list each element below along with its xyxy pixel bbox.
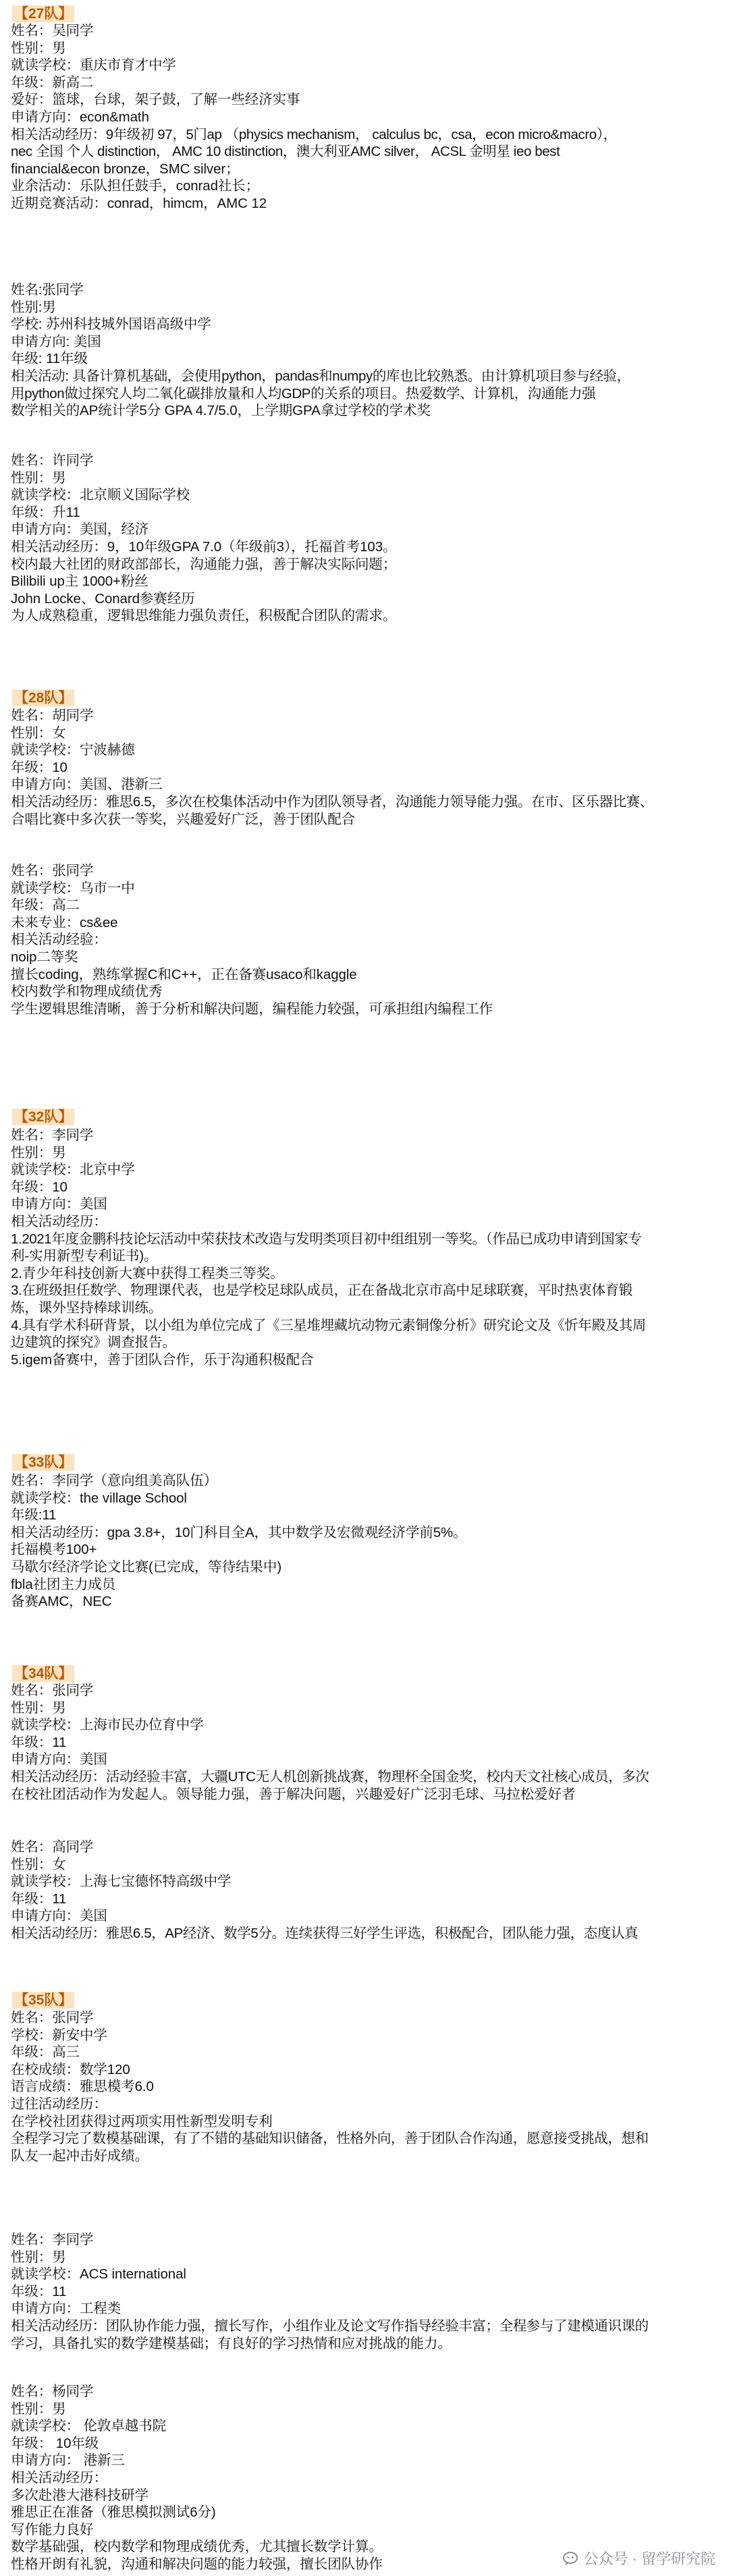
profile-line: Bilibili up主 1000+粉丝 [11, 573, 148, 590]
profile-line: 申请方向: 美国 [11, 333, 101, 349]
profile-line: noip二等奖 [11, 949, 78, 965]
team-heading: 【35队】 [12, 1992, 74, 2009]
profile-line: 写作能力良好 [11, 2521, 94, 2538]
profile-line: 姓名：高同学 [11, 1839, 94, 1855]
profile-line: 年级：新高二 [11, 74, 94, 90]
profile-line: 姓名：杨同学 [11, 2384, 94, 2399]
profile-line: 队友一起冲击好成绩。 [11, 2148, 148, 2164]
profile-line: 性别:男 [11, 299, 56, 315]
wechat-bubble-icon [563, 2551, 579, 2566]
profile-line: 性别：男 [11, 470, 66, 486]
profile-line: 语言成绩：雅思模考6.0 [11, 2079, 154, 2095]
profile-line: 姓名：吴同学 [11, 23, 94, 38]
profile-line: 学校: 苏州科技城外国语高级中学 [11, 316, 211, 333]
profile-line: 性别：男 [11, 40, 66, 56]
profile-line: 备赛AMC，NEC [11, 1594, 112, 1610]
team-heading: 【27队】 [12, 5, 74, 22]
profile-line: 年级：11 [11, 1734, 67, 1750]
profile-line: 年级：高二 [11, 897, 80, 914]
profile-line: 年级： 10年级 [11, 2435, 99, 2451]
profile-line: 年级：11 [11, 1891, 67, 1907]
profile-line: 姓名：李同学（意向组美高队伍） [11, 1473, 217, 1488]
profile-line: 相关活动经历： [11, 1214, 107, 1229]
profile-line: 性别：男 [11, 1144, 66, 1160]
profile-line: 申请方向：econ&math [11, 109, 149, 125]
profile-line: 就读学校：重庆市育才中学 [11, 57, 176, 74]
profile-line: 年级：10 [11, 759, 68, 775]
profile-line: 校内数学和物理成绩优秀 [11, 984, 163, 1000]
profile-line: 姓名：李同学 [11, 1127, 94, 1143]
profile-line: 近期竞赛活动：conrad，himcm，AMC 12 [11, 196, 267, 211]
profile-line: 边建筑的探究》调查报告。 [11, 1335, 176, 1351]
profile-line: 性别：男 [11, 1700, 66, 1716]
profile-line: 数学基础强，校内数学和物理成绩优秀，尤其擅长数学计算。 [11, 2539, 383, 2555]
profile-line: 就读学校：乌市一中 [11, 880, 135, 896]
profile-line: 2.青少年科技创新大赛中获得工程类三等奖。 [11, 1265, 284, 1281]
team-heading: 【28队】 [12, 690, 74, 706]
profile-line: 相关活动: 具备计算机基础，会使用python，pandas和numpy的库也比较熟悉。由计算机项目参与经验， [11, 368, 630, 384]
profile-line: 年级：高三 [11, 2044, 80, 2061]
profile-line: 雅思正在准备（雅思模拟测试6分) [11, 2504, 216, 2521]
profile-line: 姓名：张同学 [11, 863, 94, 878]
profile-line: 合唱比赛中多次获一等奖，兴趣爱好广泛，善于团队配合 [11, 811, 355, 827]
profile-line: 就读学校：上海七宝德怀特高级中学 [11, 1874, 232, 1890]
profile-line: 在学校社团获得过两项实用性新型发明专利 [11, 2113, 273, 2129]
profile-line: 炼，课外坚持棒球训练。 [11, 1300, 163, 1316]
profile-line: 性别：女 [11, 725, 66, 741]
profile-line: 申请方向：美国 [11, 1196, 107, 1212]
profile-line: 年级:11 [11, 1507, 57, 1523]
profile-line: 相关活动经历：雅思6.5，AP经济、数学5分。连续获得三好学生评选，积极配合，团队能力强，态度认真 [11, 1926, 639, 1941]
watermark [563, 2548, 716, 2569]
profile-line: 相关活动经历：9，10年级GPA 7.0（年级前3），托福首考103。 [11, 539, 397, 555]
profile-line: 申请方向： 港新三 [11, 2453, 125, 2469]
profile-line: 申请方向：美国，经济 [11, 522, 148, 538]
profile-line: 就读学校： 伦敦卓越书院 [11, 2418, 166, 2434]
profile-line: 为人成熟稳重，逻辑思维能力强负责任，积极配合团队的需求。 [11, 608, 397, 624]
profile-line: 用python做过探究人均二氧化碳排放量和人均GDP的关系的项目。热爱数学、计算机，沟通能力强 [11, 385, 596, 401]
profile-line: 利-实用新型专利证书)。 [11, 1248, 158, 1264]
profile-line: 1.2021年度金鹏科技论坛活动中荣获技术改造与发明类项目初中组组别一等奖。（作品已成功申请到国家专 [11, 1231, 642, 1247]
profile-line: 相关活动经历：gpa 3.8+，10门科目全A，其中数学及宏微观经济学前5%。 [11, 1524, 467, 1540]
profile-line: John Locke、Conard参赛经历 [11, 590, 195, 607]
profile-line: 5.igem备赛中，善于团队合作，乐于沟通积极配合 [11, 1351, 314, 1368]
profile-line: 马歇尔经济学论文比赛(已完成，等待结果中) [11, 1559, 282, 1575]
profile-line: 相关活动经验： [11, 932, 107, 948]
profile-line: financial&econ bronze，SMC silver； [11, 161, 240, 177]
profile-line: 申请方向：工程类 [11, 2301, 122, 2317]
profile-line: 学生逻辑思维清晰，善于分析和解决问题，编程能力较强，可承担组内编程工作 [11, 1001, 493, 1017]
profile-line: 学校：新安中学 [11, 2027, 107, 2043]
profile-line: 就读学校：上海市民办位育中学 [11, 1717, 204, 1733]
profile-line: 姓名：李同学 [11, 2232, 94, 2247]
profile-line: 相关活动经历：活动经验丰富，大疆UTC无人机创新挑战赛，物理杯全国金奖，校内天文社核心成员，多次 [11, 1769, 649, 1785]
profile-line: 就读学校：the village School [11, 1490, 187, 1506]
profile-line: 姓名：张同学 [11, 1683, 94, 1698]
team-heading: 【33队】 [12, 1454, 74, 1471]
profile-line: 申请方向：美国 [11, 1752, 107, 1768]
profile-line: 姓名：许同学 [11, 453, 94, 468]
profile-line: 4.具有学术科研背景，以小组为单位完成了《三星堆埋藏坑动物元素铜像分析》研究论文及《忻年殿及其周 [11, 1317, 646, 1333]
profile-line: 姓名：张同学 [11, 2010, 94, 2025]
profile-line: 性别：女 [11, 1856, 66, 1872]
team-heading: 【32队】 [12, 1109, 74, 1125]
profile-line: 过往活动经历： [11, 2096, 107, 2112]
profile-line: 校内最大社团的财政部部长，沟通能力强，善于解决实际问题； [11, 556, 397, 572]
profile-line: 相关活动经历：团队协作能力强，擅长写作，小组作业及论文写作指导经验丰富；全程参与了建模通识课的 [11, 2318, 649, 2334]
profile-line: 学习，具备扎实的数学建模基础；有良好的学习热情和应对挑战的能力。 [11, 2335, 452, 2351]
profile-line: 托福模考100+ [11, 1542, 97, 1558]
profile-line: 申请方向：美国 [11, 1908, 107, 1924]
profile-line: 业余活动：乐队担任鼓手，conrad社长； [11, 178, 260, 194]
team-heading: 【34队】 [12, 1665, 74, 1682]
profile-line: 在校社团活动作为发起人。领导能力强，善于解决问题，兴趣爱好广泛羽毛球、马拉松爱好者 [11, 1786, 576, 1802]
profile-line: 姓名：胡同学 [11, 708, 94, 723]
profile-line: 相关活动经历： [11, 2470, 107, 2486]
profile-line: 擅长coding，熟练掌握C和C++，正在备赛usaco和kaggle [11, 966, 357, 982]
profile-line: 多次赴港大港科技研学 [11, 2487, 148, 2503]
profile-line: 就读学校：宁波赫德 [11, 742, 135, 758]
profile-line: 姓名:张同学 [11, 282, 84, 298]
profile-line: 数学相关的AP统计学5分 GPA 4.7/5.0，上学期GPA拿过学校的学术奖 [11, 403, 431, 419]
profile-line: fbla社团主力成员 [11, 1576, 116, 1592]
profile-line: 年级：11 [11, 2283, 67, 2299]
profile-line: 全程学习完了数模基础课，有了不错的基础知识储备，性格外向，善于团队合作沟通，愿意接受挑战，想和 [11, 2131, 649, 2147]
profile-line: 就读学校：ACS international [11, 2266, 186, 2283]
profile-line: 年级：10 [11, 1179, 68, 1195]
profile-line: 相关活动经历：雅思6.5，多次在校集体活动中作为团队领导者，沟通能力领导能力强。在市、区乐器比赛、 [11, 794, 653, 810]
profile-line: 性别：男 [11, 2249, 66, 2265]
profile-line: 性格开朗有礼貌，沟通和解决问题的能力较强，擅长团队协作 [11, 2556, 383, 2572]
profile-line: 性别：男 [11, 2401, 66, 2417]
profile-line: 相关活动经历：9年级初 97，5门ap （physics mechanism， calculus bc，csa，econ micro&macro）， [11, 126, 617, 142]
profile-line: 年级: 11年级 [11, 351, 88, 367]
profile-line: 在校成绩：数学120 [11, 2061, 130, 2077]
watermark-text: 公众号 · 留学研究院 [583, 2550, 716, 2567]
profile-line: 未来专业：cs&ee [11, 914, 118, 930]
profile-line: 3.在班级担任数学、物理课代表，也是学校足球队成员，正在备战北京市高中足球联赛，平时热衷体育锻 [11, 1283, 632, 1299]
profile-line: 爱好：篮球，台球，架子鼓，了解一些经济实事 [11, 92, 300, 108]
profile-line: nec 全国 个人 distinction， AMC 10 distinction，澳大利亚AMC silver， ACSL 金明星 ieo best [11, 144, 560, 160]
profile-line: 就读学校：北京顺义国际学校 [11, 487, 190, 503]
profile-line: 就读学校：北京中学 [11, 1162, 135, 1178]
profile-line: 年级：升11 [11, 504, 80, 520]
profile-line: 申请方向：美国、港新三 [11, 777, 163, 793]
